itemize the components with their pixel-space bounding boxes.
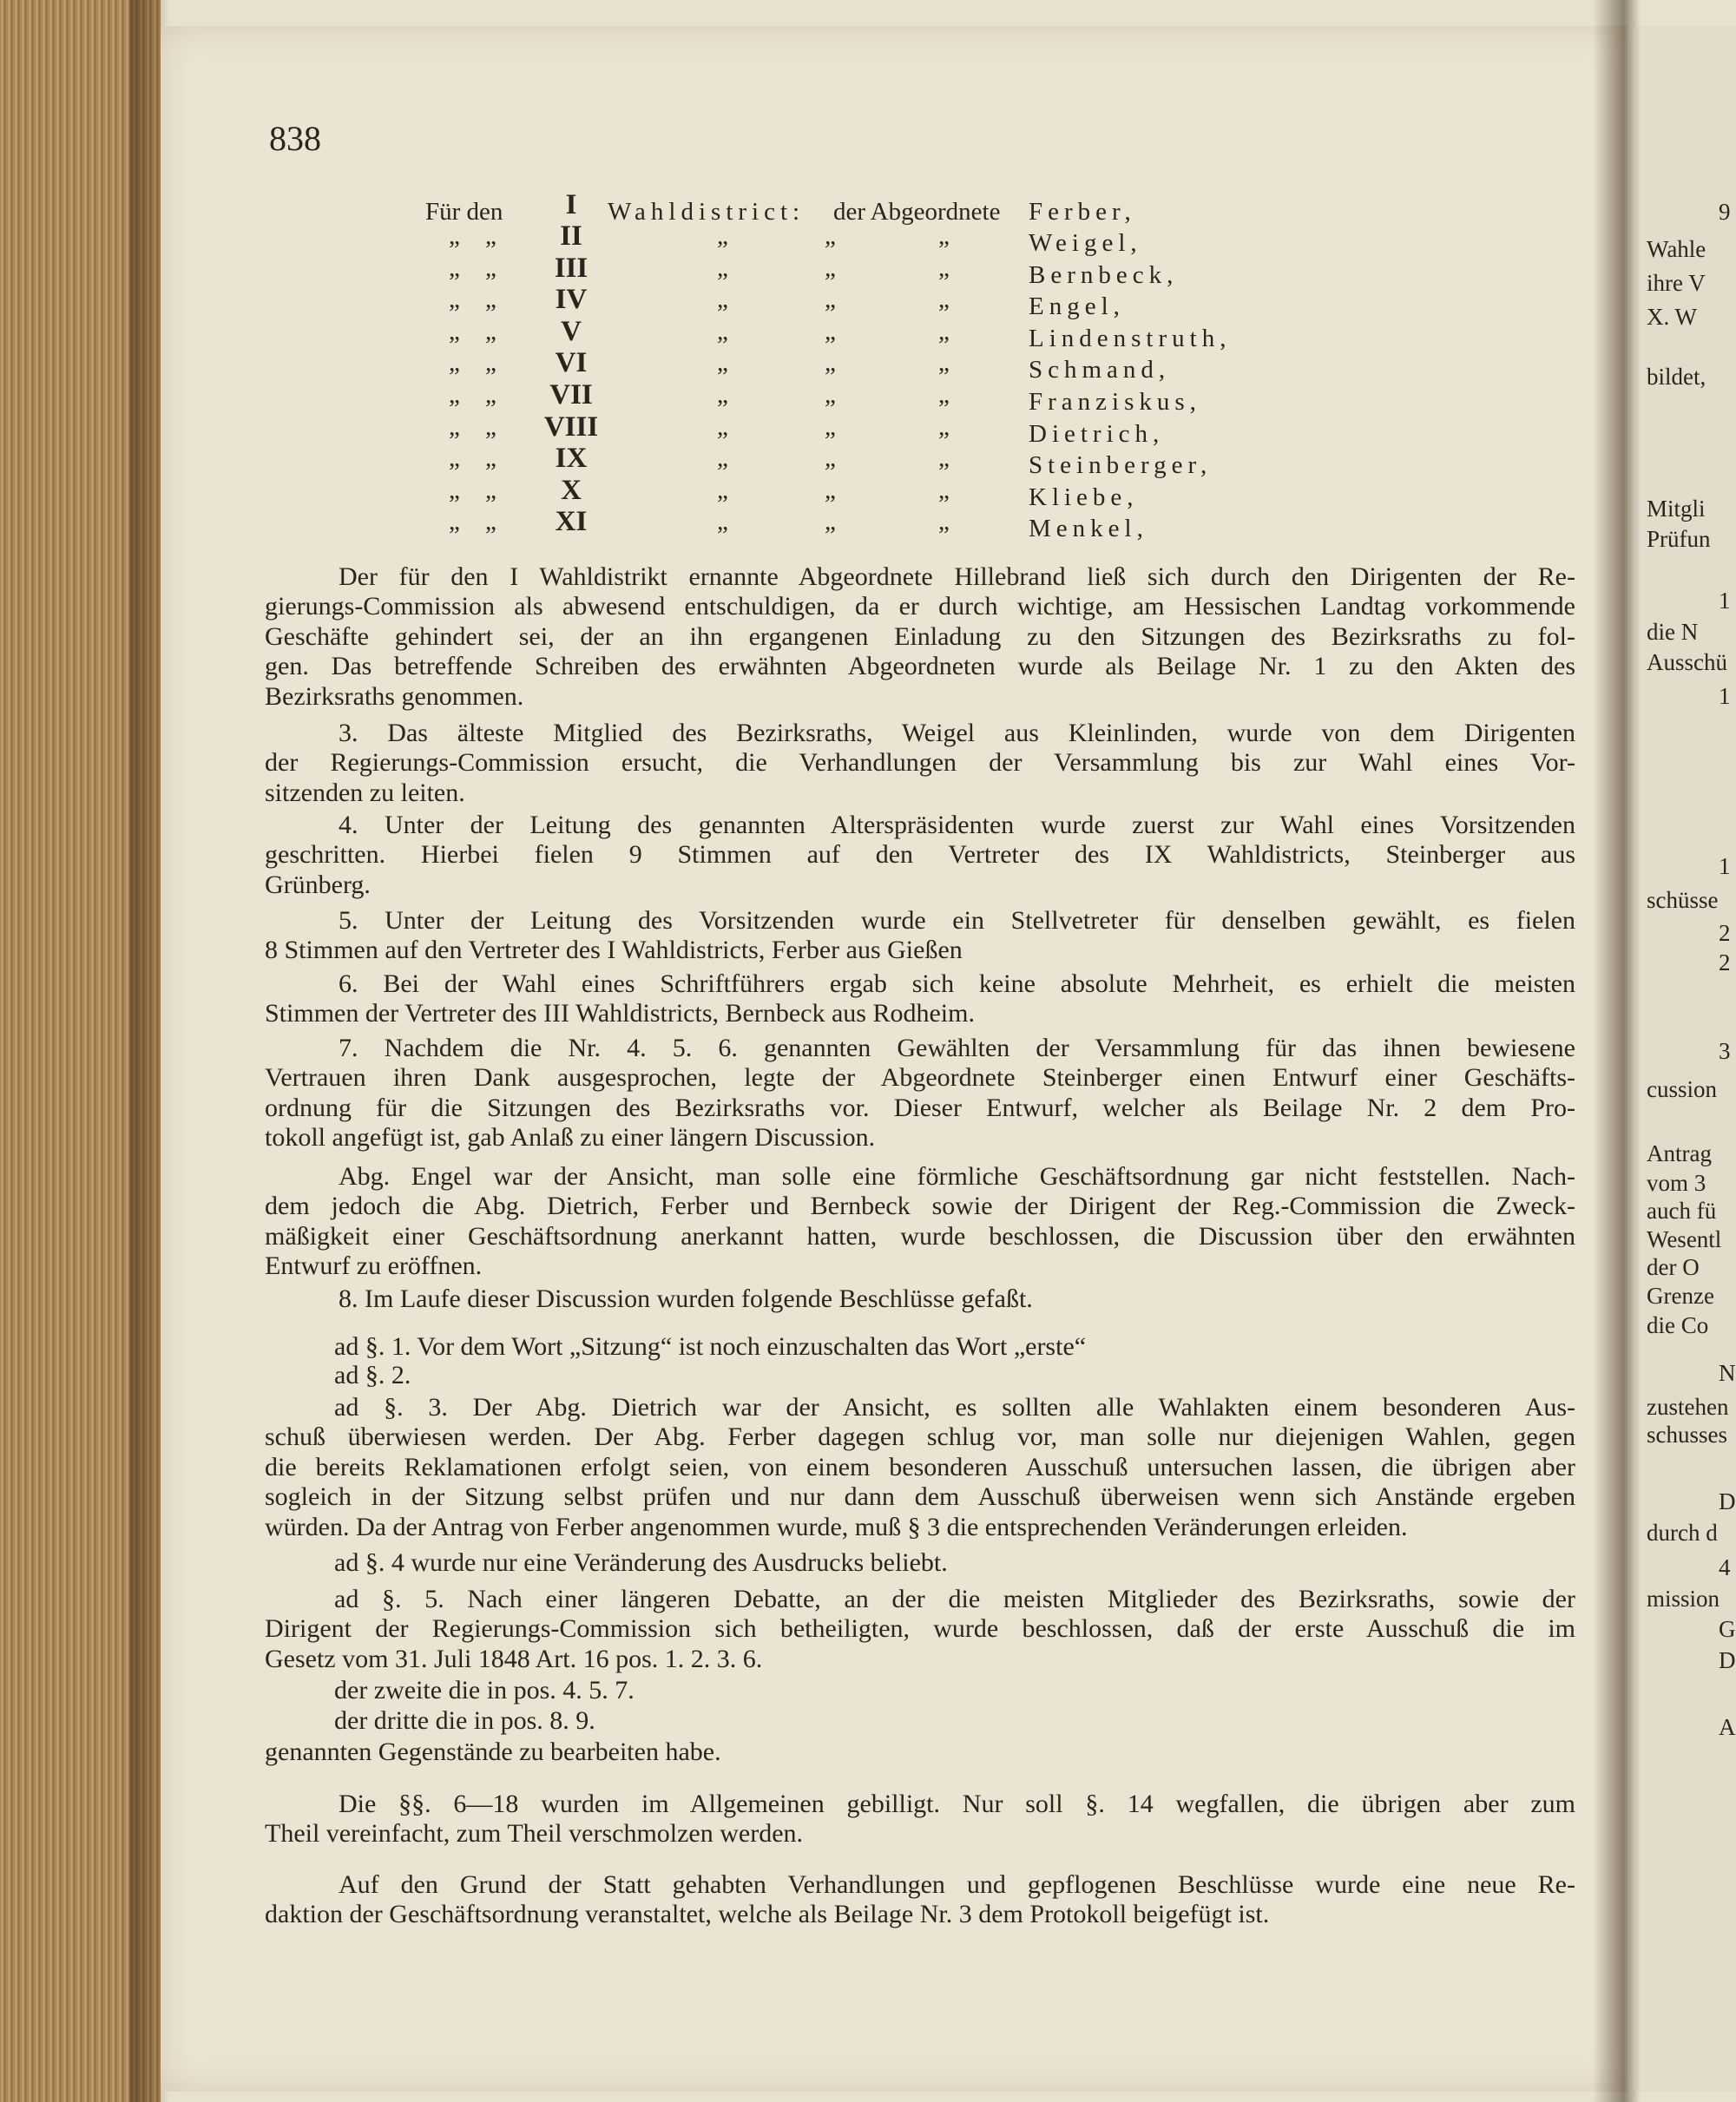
paragraph-ad3 — [265, 1393, 1575, 1542]
row-name: Menkel, — [1029, 515, 1148, 543]
paragraph-genannten — [265, 1737, 1575, 1767]
ditto-mark: ” — [938, 395, 950, 423]
right-page-text: bildet, — [1647, 364, 1706, 390]
right-page-text: mission — [1647, 1586, 1720, 1612]
text-line: Der für den I Wahldistrikt ernannte Abgeordnete Hillebrand ließ sich durch den Dirigenten der Re- — [339, 562, 1575, 591]
text-line: Die §§. 6—18 wurden im Allgemeinen gebilligt. Nur soll §. 14 wegfallen, die übrigen aber zum — [339, 1790, 1575, 1818]
row-prefix: Für den — [425, 198, 503, 226]
ditto-mark: ” — [717, 299, 728, 328]
district-row — [0, 411, 1736, 455]
ditto-mark: ” — [485, 331, 496, 359]
text-line: gierungs-Commission als abwesend entschuldigen, da er durch wichtige, am Hessischen Landtag vorkommende — [265, 592, 1575, 621]
paragraph-ad5 — [265, 1585, 1575, 1674]
paragraph-6 — [265, 969, 1575, 1029]
row-numeral: IX — [555, 443, 588, 475]
text-line: geschritten. Hierbei fielen 9 Stimmen auf den Vertreter des IX Wahldistricts, Steinberger aus — [265, 840, 1575, 870]
ditto-mark: ” — [449, 267, 460, 296]
ditto-mark: ” — [449, 458, 460, 487]
district-row-header — [0, 189, 1736, 229]
text-line: genannten Gegenstände zu bearbeiten habe. — [265, 1737, 721, 1766]
right-page-text: 1 — [1719, 588, 1731, 614]
right-page-text: auch fü — [1647, 1198, 1717, 1224]
right-page-text: D — [1719, 1647, 1736, 1673]
right-page-text: ihre V — [1647, 270, 1706, 296]
ditto-mark: ” — [938, 331, 950, 359]
right-page-text: 3 — [1719, 1038, 1731, 1064]
right-page-text: 2 — [1719, 920, 1731, 946]
right-page-text: Wesentl — [1647, 1226, 1722, 1252]
text-line: ad §. 1. Vor dem Wort „Sitzung“ ist noch einzuschalten das Wort „erste“ — [334, 1332, 1087, 1361]
right-page-text: schusses — [1647, 1422, 1727, 1448]
right-page-text: 1 — [1719, 683, 1731, 709]
text-line: tokoll angefügt ist, gab Anlaß zu einer längern Discussion. — [265, 1123, 876, 1153]
ditto-mark: ” — [485, 489, 496, 518]
text-line: Dirigent der Regierungs-Commission sich betheiligten, wurde beschlossen, daß der erste Ausschuß die im — [265, 1614, 1575, 1644]
text-line: Gesetz vom 31. Juli 1848 Art. 16 pos. 1. 2. 3. 6. — [265, 1644, 763, 1673]
text-line: Vertrauen ihren Dank ausgesprochen, legte der Abgeordnete Steinberger einen Entwurf einer Geschäfts- — [265, 1063, 1575, 1093]
right-page-text: X. W — [1647, 304, 1697, 330]
paragraph-ad1 — [265, 1332, 1575, 1362]
ditto-mark: ” — [717, 331, 728, 359]
right-page-text: Ausschü — [1647, 649, 1727, 675]
paragraph-engel — [265, 1162, 1575, 1282]
right-page-text: A — [1719, 1714, 1736, 1740]
row-numeral: VI — [555, 347, 588, 379]
ditto-mark: ” — [825, 522, 836, 550]
row-name: Franziskus, — [1029, 388, 1201, 416]
row-numeral: V — [561, 315, 582, 347]
ditto-mark: ” — [485, 458, 496, 487]
text-line: der Regierungs-Commission ersucht, die Verhandlungen der Versammlung bis zur Wahl eines Vor- — [265, 748, 1575, 778]
text-line: sitzenden zu leiten. — [265, 778, 465, 807]
text-line: daktion der Geschäftsordnung veranstaltet, welche als Beilage Nr. 3 dem Protokoll beigefügt ist. — [265, 1900, 1270, 1929]
text-line: 7. Nachdem die Nr. 4. 5. 6. genannten Gewählten der Versammlung für das ihnen bewiesene — [339, 1034, 1575, 1062]
row-numeral: I — [565, 189, 577, 220]
right-page-text: zustehen — [1647, 1394, 1729, 1420]
ditto-mark: ” — [717, 426, 728, 455]
district-row — [0, 284, 1736, 328]
district-row — [0, 252, 1736, 296]
ditto-mark: ” — [825, 458, 836, 487]
ditto-mark: ” — [485, 426, 496, 455]
text-line: 4. Unter der Leitung des genannten Alterspräsidenten wurde zuerst zur Wahl eines Vorsitzenden — [339, 811, 1575, 839]
ditto-mark: ” — [938, 458, 950, 487]
ditto-mark: ” — [449, 236, 460, 264]
ditto-mark: ” — [485, 522, 496, 550]
ditto-mark: ” — [449, 489, 460, 518]
text-line: ad §. 5. Nach einer längeren Debatte, an der die meisten Mitglieder des Bezirksraths, sowie der — [334, 1585, 1575, 1613]
text-line: schuß überwiesen werden. Der Abg. Ferber dagegen schlug vor, man solle nur diejenigen Wahlen, gegen — [265, 1422, 1575, 1452]
right-page-text: Mitgli — [1647, 496, 1706, 522]
right-page-text: 2 — [1719, 949, 1731, 975]
text-line: Stimmen der Vertreter des III Wahldistricts, Bernbeck aus Rodheim. — [265, 999, 975, 1028]
row-numeral: II — [560, 220, 582, 252]
right-page-text: die N — [1647, 619, 1699, 645]
paragraph-dritte — [265, 1706, 1575, 1736]
ditto-mark: ” — [825, 363, 836, 391]
page-number: 838 — [269, 119, 321, 158]
row-role: der Abgeordnete — [833, 198, 1001, 226]
right-page-text: 1 — [1719, 853, 1731, 879]
district-row — [0, 347, 1736, 391]
ditto-mark: ” — [825, 267, 836, 296]
right-page-text: schüsse — [1647, 887, 1719, 913]
row-numeral: IV — [555, 284, 588, 316]
row-name: Dietrich, — [1029, 419, 1165, 448]
ditto-mark: ” — [717, 522, 728, 550]
paragraph-8 — [265, 1284, 1575, 1314]
right-page-text: D — [1719, 1488, 1736, 1514]
row-name: Ferber, — [1029, 198, 1136, 226]
district-row — [0, 379, 1736, 423]
right-page-text: der O — [1647, 1254, 1700, 1280]
district-row — [0, 443, 1736, 487]
ditto-mark: ” — [717, 458, 728, 487]
ditto-mark: ” — [449, 363, 460, 391]
row-name: Lindenstruth, — [1029, 324, 1232, 352]
ditto-mark: ” — [449, 426, 460, 455]
paragraph-7 — [265, 1034, 1575, 1153]
right-page-text: 9 — [1719, 199, 1731, 225]
text-line: 3. Das älteste Mitglied des Bezirksraths, Weigel aus Kleinlinden, wurde von dem Dirigenten — [339, 719, 1575, 747]
ditto-mark: ” — [449, 522, 460, 550]
text-line: die bereits Reklamationen erfolgt seien, von einem besonderen Ausschuß untersuchen lassen, die übrigen aber — [265, 1452, 1575, 1481]
text-line: der zweite die in pos. 4. 5. 7. — [334, 1676, 635, 1705]
right-page-text: die Co — [1647, 1312, 1709, 1338]
row-name: Bernbeck, — [1029, 260, 1179, 289]
row-name: Steinberger, — [1029, 451, 1213, 480]
text-line: gen. Das betreffende Schreiben des erwähnten Abgeordneten wurde als Beilage Nr. 1 zu den Akten des — [265, 652, 1575, 681]
paragraph-ad2 — [265, 1361, 1575, 1390]
ditto-mark: ” — [449, 299, 460, 328]
ditto-mark: ” — [717, 267, 728, 296]
row-name: Schmand, — [1029, 356, 1171, 384]
ditto-mark: ” — [938, 363, 950, 391]
right-page-text: Wahle — [1647, 236, 1706, 262]
row-name: Engel, — [1029, 292, 1125, 321]
row-numeral: III — [554, 252, 589, 284]
text-line: 8 Stimmen auf den Vertreter des I Wahldistricts, Ferber aus Gießen — [265, 936, 963, 965]
ditto-mark: ” — [717, 489, 728, 518]
text-line: Theil vereinfacht, zum Theil verschmolzen werden. — [265, 1819, 804, 1849]
ditto-mark: ” — [485, 267, 496, 296]
ditto-mark: ” — [485, 236, 496, 264]
ditto-mark: ” — [938, 426, 950, 455]
text-line: Auf den Grund der Statt gehabten Verhandlungen und gepflogenen Beschlüsse wurde eine neue Re- — [339, 1870, 1575, 1899]
ditto-mark: ” — [717, 395, 728, 423]
text-line: ordnung für die Sitzungen des Bezirksraths vor. Dieser Entwurf, welcher als Beilage Nr. 2 dem Pro- — [265, 1093, 1575, 1122]
text-line: dem jedoch die Abg. Dietrich, Ferber und Bernbeck sowie der Dirigent der Reg.-Commission die Zweck- — [265, 1192, 1575, 1221]
text-line: der dritte die in pos. 8. 9. — [334, 1706, 595, 1735]
right-page-text: vom 3 — [1647, 1170, 1706, 1196]
text-line: würden. Da der Antrag von Ferber angenommen wurde, muß § 3 die entsprechenden Veränderungen erleiden. — [265, 1512, 1408, 1541]
ditto-mark: ” — [449, 395, 460, 423]
right-page-text: cussion — [1647, 1076, 1717, 1102]
row-numeral: VIII — [543, 411, 599, 443]
text-line: ad §. 2. — [334, 1361, 411, 1389]
paragraph-4 — [265, 811, 1575, 900]
right-page-text: N — [1719, 1360, 1736, 1386]
ditto-mark: ” — [938, 236, 950, 264]
text-line: mäßigkeit einer Geschäftsordnung anerkannt hatten, wurde beschlossen, die Discussion über den erwähnten — [265, 1221, 1575, 1251]
paragraph-ad4 — [265, 1548, 1575, 1578]
text-line: Bezirksraths genommen. — [265, 681, 524, 711]
row-district-word: Wahldistrict: — [608, 198, 806, 226]
row-name: Kliebe, — [1029, 483, 1139, 511]
text-line: ad §. 4 wurde nur eine Veränderung des Ausdrucks beliebt. — [334, 1548, 948, 1577]
text-line: Grünberg. — [265, 870, 371, 899]
text-line: ad §. 3. Der Abg. Dietrich war der Ansicht, es sollten alle Wahlakten einem besonderen Aus- — [334, 1393, 1575, 1422]
district-row — [0, 474, 1736, 518]
ditto-mark: ” — [825, 395, 836, 423]
right-page-text: G — [1719, 1616, 1736, 1642]
ditto-mark: ” — [449, 331, 460, 359]
text-line: Abg. Engel war der Ansicht, man solle eine förmliche Geschäftsordnung gar nicht feststellen. Nach- — [339, 1162, 1575, 1191]
row-name: Weigel, — [1029, 229, 1142, 257]
text-line: 8. Im Laufe dieser Discussion wurden folgende Beschlüsse gefaßt. — [339, 1284, 1033, 1313]
ditto-mark: ” — [938, 489, 950, 518]
text-line: 6. Bei der Wahl eines Schriftführers ergab sich keine absolute Mehrheit, es erhielt die meisten — [339, 969, 1575, 998]
ditto-mark: ” — [485, 363, 496, 391]
right-page-text: durch d — [1647, 1520, 1718, 1546]
paragraph-6-18 — [265, 1790, 1575, 1849]
row-numeral: VII — [549, 379, 593, 411]
row-numeral: XI — [555, 506, 588, 538]
ditto-mark: ” — [717, 236, 728, 264]
ditto-mark: ” — [717, 363, 728, 391]
ditto-mark: ” — [825, 426, 836, 455]
right-page-text: 4 — [1719, 1554, 1731, 1580]
ditto-mark: ” — [825, 236, 836, 264]
ditto-mark: ” — [825, 299, 836, 328]
text-line: 5. Unter der Leitung des Vorsitzenden wurde ein Stellvetreter für denselben gewählt, es fielen — [339, 906, 1575, 935]
paragraph-3 — [265, 719, 1575, 808]
text-line: Entwurf zu eröffnen. — [265, 1251, 483, 1281]
right-page-text: Grenze — [1647, 1283, 1714, 1309]
paragraph-5 — [265, 906, 1575, 966]
right-page-text: Antrag — [1647, 1140, 1712, 1166]
right-page-text: Prüfun — [1647, 526, 1711, 552]
ditto-mark: ” — [938, 522, 950, 550]
text-line: sogleich in der Sitzung selbst prüfen und nur dann dem Ausschuß überweisen wenn sich Anstände ergeben — [265, 1482, 1575, 1512]
ditto-mark: ” — [485, 395, 496, 423]
ditto-mark: ” — [938, 267, 950, 296]
paragraph-zweite — [265, 1676, 1575, 1705]
paragraph-redaktion — [265, 1870, 1575, 1930]
ditto-mark: ” — [825, 489, 836, 518]
district-row — [0, 220, 1736, 264]
ditto-mark: ” — [825, 331, 836, 359]
ditto-mark: ” — [938, 299, 950, 328]
text-line: Geschäfte gehindert sei, der an ihn ergangenen Einladung zu den Sitzungen des Bezirksraths zu fol- — [265, 621, 1575, 651]
row-numeral: X — [561, 474, 582, 506]
paragraph-hillebrand — [265, 562, 1575, 712]
ditto-mark: ” — [485, 299, 496, 328]
